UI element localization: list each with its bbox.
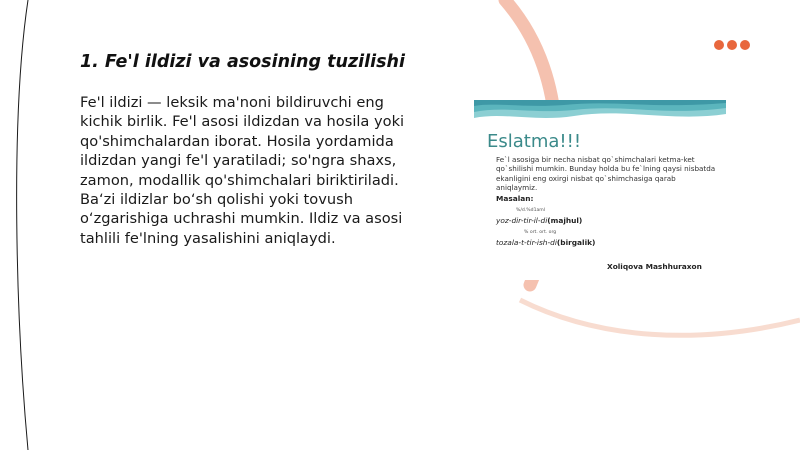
example-2-tag: (birgalik) (556, 238, 596, 247)
author-name: Xoliqova Mashhuraxon (607, 262, 702, 271)
example-1-tag: (majhul) (547, 216, 583, 225)
slide-body: Fe'l ildizi — leksik ma'noni bildiruvchi eng kichik birlik. Fe'l asosi ildizdan va hosila yoki qo'shimchalardan iborat. Hosila yordamida ildizdan yangi fe'l yaratiladi; so'ngra shaxs, zamon, modallik qo'shimchalari biriktiriladi. Ba‘zi ildizlar bo‘sh qolishi yoki tovush o‘zgarishiga uchrashi mumkin. Ildiz va asosi tahlili fe'lning yasalishini aniqlaydi. (80, 94, 405, 247)
example-1 (496, 216, 582, 225)
example-1-word: yoz-dir-tir-il-di (496, 216, 548, 225)
morpheme-gloss-1: %/d.%d1aml (516, 208, 546, 213)
slide-title: 1. Fe'l ildizi va asosining tuzilishi (80, 52, 406, 72)
example-2 (496, 238, 595, 247)
morpheme-gloss-2: % ort. ort. org (524, 230, 557, 235)
note-text: Fe`l asosiga bir necha nisbat qo`shimchalari ketma-ket qo`shilishi mumkin. Bunday holda bu fe`lning qaysi nisbatda ekanligini eng oxirgi nisbat qo`shimchasiga qarab aniqlaymiz. (496, 155, 716, 193)
note-title: Eslatma!!! (487, 131, 582, 152)
example-2-word: tozala-t-tir-ish-di (496, 238, 557, 247)
wave-banner (474, 100, 726, 128)
note-card (474, 100, 726, 280)
example-label: Masalan: (496, 194, 534, 203)
ellipsis-icon (714, 40, 750, 50)
